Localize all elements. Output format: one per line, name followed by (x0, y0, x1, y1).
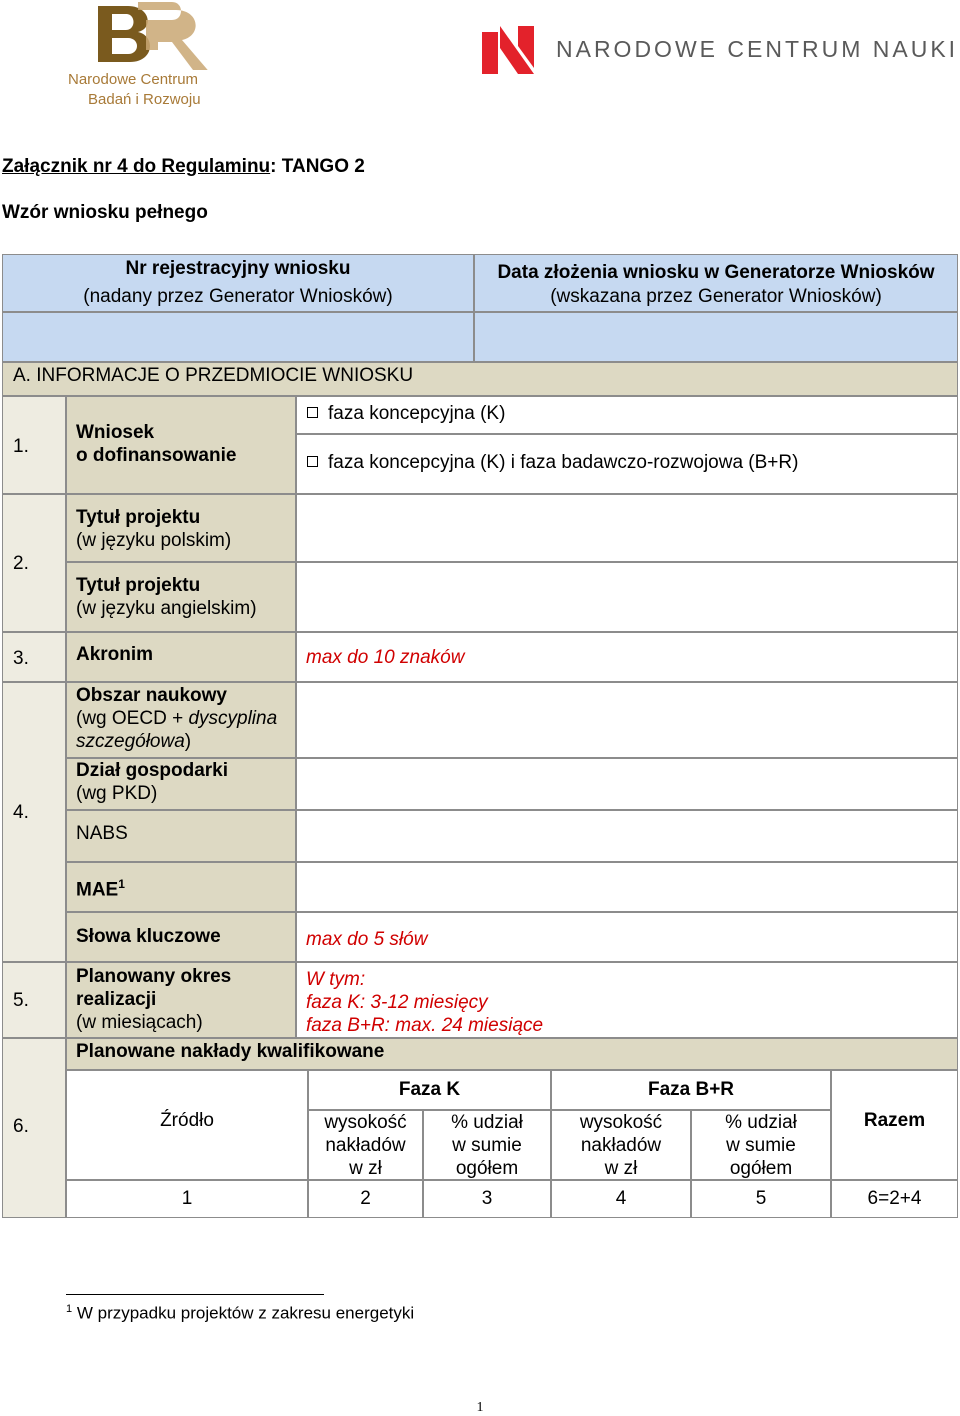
duration-label-line2: realizacji (76, 989, 157, 1010)
column-number: 6=2+4 (867, 1188, 922, 1209)
row-5-number: 5. (13, 990, 29, 1011)
science-area-label-cell (66, 682, 296, 758)
column-number-cell (66, 1180, 308, 1218)
footnote-mark: 1 (66, 1303, 73, 1315)
row-6-number-cell (2, 1038, 66, 1218)
submission-date-field[interactable] (474, 312, 958, 362)
phase-br-amount-line1: wysokość (579, 1112, 663, 1133)
row-2-number: 2. (13, 553, 29, 574)
reg-number-title: Nr rejestracyjny wniosku (125, 258, 351, 279)
mae-label-text: MAE (76, 879, 119, 901)
phase-k-amount-header-cell (308, 1110, 423, 1180)
column-number-cell (423, 1180, 551, 1218)
checkbox-concept-phase[interactable] (307, 407, 318, 418)
costs-title: Planowane nakłady kwalifikowane (76, 1041, 385, 1062)
ncbr-name-line1: Narodowe Centrum (68, 71, 199, 88)
row-3-number-cell (2, 632, 66, 682)
title-pl-field[interactable] (296, 494, 958, 562)
row-2-number-cell (2, 494, 66, 632)
science-area-note-b: dyscyplina (188, 708, 278, 729)
mae-label-cell (66, 862, 296, 912)
nabs-label: NABS (76, 823, 128, 844)
attachment-heading (2, 156, 365, 178)
ncn-logo-mark (480, 24, 536, 76)
source-header-cell (66, 1070, 308, 1180)
economy-section-field[interactable] (296, 758, 958, 810)
row-1-number-cell (2, 396, 66, 494)
row-1-number: 1. (13, 436, 29, 457)
duration-hint-line2: faza K: 3-12 miesięcy (306, 992, 488, 1013)
title-en-label: Tytuł projektu (76, 575, 201, 596)
option-concept-and-rd-phase[interactable] (296, 434, 958, 494)
science-area-label: Obszar naukowy (76, 685, 227, 706)
mae-label (76, 873, 125, 901)
title-pl-label: Tytuł projektu (76, 507, 201, 528)
total-header: Razem (863, 1110, 926, 1131)
phase-k-amount-line3: w zł (349, 1158, 382, 1179)
economy-section-label: Dział gospodarki (76, 760, 229, 781)
ncbr-name-line2: Badań i Rozwoju (88, 91, 201, 108)
column-number-cell (831, 1180, 958, 1218)
ncbr-logo (66, 0, 266, 110)
form-title: Wzór wniosku pełnego (2, 202, 208, 223)
column-number-cell (308, 1180, 423, 1218)
duration-hint-line1: W tym: (306, 969, 366, 990)
footnote (66, 1303, 414, 1324)
economy-section-label-cell (66, 758, 296, 810)
row-4-number: 4. (13, 802, 29, 823)
duration-hint-line3: faza B+R: max. 24 miesiące (306, 1015, 544, 1036)
phase-br-amount-line2: nakładów (580, 1135, 662, 1156)
row-6-number: 6. (13, 1116, 29, 1137)
economy-section-note: (wg PKD) (76, 783, 158, 804)
source-header: Źródło (160, 1110, 214, 1131)
page-number: 1 (476, 1400, 484, 1415)
column-number-cell (551, 1180, 691, 1218)
row-4-number-cell (2, 682, 66, 962)
row-3-number: 3. (13, 648, 29, 669)
keywords-hint: max do 5 słów (306, 929, 428, 950)
column-number: 1 (181, 1188, 193, 1209)
acronym-field[interactable] (296, 632, 958, 682)
column-number: 4 (615, 1188, 627, 1209)
attachment-ref: Załącznik nr 4 do Regulaminu (2, 156, 271, 177)
phase-k-amount-line2: nakładów (325, 1135, 406, 1156)
row-1-label-line2: o dofinansowanie (76, 445, 237, 466)
option-concept-phase[interactable] (296, 396, 958, 434)
footnote-divider (66, 1294, 324, 1295)
footnote-text: W przypadku projektów z zakresu energetyki (72, 1303, 415, 1323)
phase-k-share-line2: w sumie (452, 1135, 522, 1156)
duration-label-line1: Planowany okres (76, 966, 232, 987)
phase-br-amount-line3: w zł (604, 1158, 638, 1179)
duration-field[interactable] (296, 962, 958, 1038)
option-concept-phase-label: faza koncepcyjna (K) (328, 403, 506, 424)
phase-br-amount-header-cell (551, 1110, 691, 1180)
submission-date-header (474, 254, 958, 312)
science-area-note-a: (wg OECD + (76, 708, 189, 729)
nabs-label-cell (66, 810, 296, 862)
submission-date-note: (wskazana przez Generator Wniosków) (550, 286, 882, 307)
phase-k-header: Faza K (398, 1079, 461, 1100)
phase-k-header-cell (308, 1070, 551, 1110)
title-en-field[interactable] (296, 562, 958, 632)
duration-label-note: (w miesiącach) (76, 1012, 203, 1033)
phase-br-share-line2: w sumie (726, 1135, 796, 1156)
ncn-logo (480, 24, 960, 78)
row-5-number-cell (2, 962, 66, 1038)
acronym-label-cell (66, 632, 296, 682)
science-area-note-c: szczegółowa (76, 731, 185, 752)
phase-br-header-cell (551, 1070, 831, 1110)
reg-number-note: (nadany przez Generator Wniosków) (83, 286, 393, 307)
nabs-field[interactable] (296, 810, 958, 862)
column-number: 2 (360, 1188, 371, 1209)
row-1-label-cell (66, 396, 296, 494)
submission-date-title: Data złożenia wniosku w Generatorze Wniosków (497, 262, 935, 283)
mae-footnote-ref: 1 (118, 877, 125, 891)
ncbr-logo-mark (66, 0, 266, 70)
reg-number-field[interactable] (2, 312, 474, 362)
phase-br-share-line3: ogółem (729, 1158, 793, 1179)
phase-k-share-header-cell (423, 1110, 551, 1180)
title-pl-label-cell (66, 494, 296, 562)
section-a-header (2, 362, 958, 396)
keywords-label: Słowa kluczowe (76, 926, 221, 947)
program-name: : TANGO 2 (270, 156, 365, 177)
phase-br-header: Faza B+R (647, 1079, 735, 1100)
title-pl-note: (w języku polskim) (76, 530, 232, 551)
acronym-label: Akronim (76, 644, 154, 665)
row-1-label-line1: Wniosek (76, 422, 155, 443)
costs-title-cell (66, 1038, 958, 1070)
phase-k-share-line1: % udział (451, 1112, 523, 1133)
acronym-hint: max do 10 znaków (306, 647, 465, 668)
total-header-cell (831, 1070, 958, 1180)
keywords-label-cell (66, 912, 296, 962)
keywords-field[interactable] (296, 912, 958, 962)
phase-k-amount-line1: wysokość (324, 1112, 407, 1133)
phase-br-share-header-cell (691, 1110, 831, 1180)
checkbox-concept-and-rd-phase[interactable] (307, 456, 318, 467)
title-en-label-cell (66, 562, 296, 632)
option-concept-and-rd-phase-label: faza koncepcyjna (K) i faza badawczo-rozwojowa (B+R) (328, 452, 799, 473)
section-a-title: A. INFORMACJE O PRZEDMIOCIE WNIOSKU (13, 365, 414, 386)
column-number-cell (691, 1180, 831, 1218)
reg-number-header (2, 254, 474, 312)
mae-field[interactable] (296, 862, 958, 912)
title-en-note: (w języku angielskim) (76, 598, 257, 619)
science-area-note-d: ) (184, 731, 192, 752)
column-number: 3 (481, 1188, 493, 1209)
duration-label-cell (66, 962, 296, 1038)
phase-br-share-line1: % udział (725, 1112, 797, 1133)
column-number: 5 (755, 1188, 767, 1209)
phase-k-share-line3: ogółem (455, 1158, 519, 1179)
ncn-name: NARODOWE CENTRUM NAUKI (556, 36, 959, 62)
science-area-field[interactable] (296, 682, 958, 758)
